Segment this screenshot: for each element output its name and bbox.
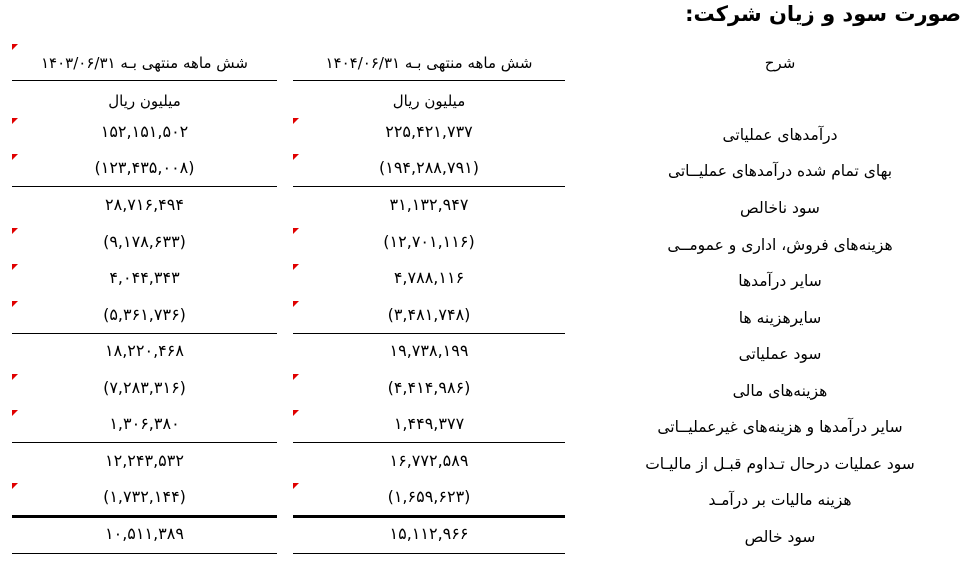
row-rule	[12, 333, 277, 334]
prior-period-value: (۷,۲۸۳,۳۱۶)	[103, 378, 186, 397]
description-column-header: شرح	[764, 54, 796, 72]
row-rule	[293, 553, 565, 554]
prior-period-value: ۱۵۲,۱۵۱,۵۰۲	[100, 122, 189, 141]
comment-marker[interactable]	[12, 410, 18, 416]
comment-marker[interactable]	[12, 44, 18, 50]
comment-marker[interactable]	[293, 410, 299, 416]
row-label: سایرهزینه ها	[738, 309, 822, 327]
header-rule-current	[293, 80, 565, 81]
comment-marker[interactable]	[12, 228, 18, 234]
row-rule	[293, 515, 565, 518]
current-period-value: ۱۶,۷۷۲,۵۸۹	[389, 451, 469, 470]
prior-period-value: (۱,۷۳۲,۱۴۴)	[103, 487, 186, 506]
prior-period-value: ۲۸,۷۱۶,۴۹۴	[105, 195, 184, 214]
comment-marker[interactable]	[12, 301, 18, 307]
statement-title: صورت سود و زیان شرکت:	[685, 2, 961, 26]
prior-unit-label: میلیون ریال	[108, 92, 181, 110]
prior-period-value: (۹,۱۷۸,۶۳۳)	[103, 232, 186, 251]
row-rule	[12, 515, 277, 518]
current-period-value: (۱,۶۵۹,۶۲۳)	[387, 487, 471, 506]
row-rule	[12, 442, 277, 443]
comment-marker[interactable]	[12, 154, 18, 160]
comment-marker[interactable]	[293, 374, 299, 380]
row-label: سود عملیات درحال تـداوم قبـل از مالیـات	[645, 455, 915, 473]
comment-marker[interactable]	[293, 228, 299, 234]
current-period-value: (۱۹۴,۲۸۸,۷۹۱)	[379, 158, 479, 177]
comment-marker[interactable]	[12, 118, 18, 124]
row-rule	[293, 186, 565, 187]
current-period-value: ۴,۷۸۸,۱۱۶	[393, 268, 465, 287]
row-label: سود خالص	[744, 528, 816, 546]
row-rule	[12, 553, 277, 554]
comment-marker[interactable]	[12, 374, 18, 380]
prior-period-header: شش ماهه منتهی بـه ۱۴۰۳/۰۶/۳۱	[41, 54, 248, 72]
row-label: هزینه مالیات بر درآمـد	[708, 491, 852, 509]
current-period-value: (۱۲,۷۰۱,۱۱۶)	[383, 232, 475, 251]
prior-period-value: ۴,۰۴۴,۳۴۳	[109, 268, 180, 287]
row-label: بهای تمام شده درآمدهای عملیــاتی	[667, 162, 893, 180]
prior-period-value: ۱۲,۲۴۳,۵۳۲	[105, 451, 184, 470]
current-period-value: ۱۹,۷۳۸,۱۹۹	[389, 341, 469, 360]
prior-period-value: ۱۰,۵۱۱,۳۸۹	[105, 524, 184, 543]
row-rule	[12, 186, 277, 187]
prior-period-value: ۱۸,۲۲۰,۴۶۸	[105, 341, 184, 360]
comment-marker[interactable]	[293, 264, 299, 270]
row-label: درآمدهای عملیاتی	[722, 126, 838, 144]
comment-marker[interactable]	[293, 301, 299, 307]
row-label: سایر درآمدها	[738, 272, 822, 290]
current-period-value: ۱,۴۴۹,۳۷۷	[393, 414, 465, 433]
current-period-header: شش ماهه منتهی بـه ۱۴۰۴/۰۶/۳۱	[325, 54, 533, 72]
row-label: سایر درآمدها و هزینه‌های غیرعملیــاتی	[657, 418, 903, 436]
row-rule	[293, 442, 565, 443]
comment-marker[interactable]	[12, 264, 18, 270]
row-label: هزینه‌های مالی	[732, 382, 828, 400]
current-period-value: ۱۵,۱۱۲,۹۶۶	[389, 524, 469, 543]
comment-marker[interactable]	[12, 483, 18, 489]
current-unit-label: میلیون ریال	[392, 92, 466, 110]
row-label: سود عملیاتی	[738, 345, 822, 363]
current-period-value: ۲۲۵,۴۲۱,۷۳۷	[385, 122, 473, 141]
comment-marker[interactable]	[293, 154, 299, 160]
row-label: هزینه‌های فروش، اداری و عمومــی	[667, 236, 893, 254]
row-label: سود ناخالص	[740, 199, 820, 217]
prior-period-value: (۱۲۳,۴۳۵,۰۰۸)	[94, 158, 195, 177]
prior-period-value: ۱,۳۰۶,۳۸۰	[109, 414, 180, 433]
comment-marker[interactable]	[293, 118, 299, 124]
comment-marker[interactable]	[293, 483, 299, 489]
current-period-value: (۴,۴۱۴,۹۸۶)	[387, 378, 471, 397]
current-period-value: ۳۱,۱۳۲,۹۴۷	[389, 195, 469, 214]
current-period-value: (۳,۴۸۱,۷۴۸)	[387, 305, 471, 324]
prior-period-value: (۵,۳۶۱,۷۳۶)	[103, 305, 186, 324]
header-rule-prior	[12, 80, 277, 81]
row-rule	[293, 333, 565, 334]
